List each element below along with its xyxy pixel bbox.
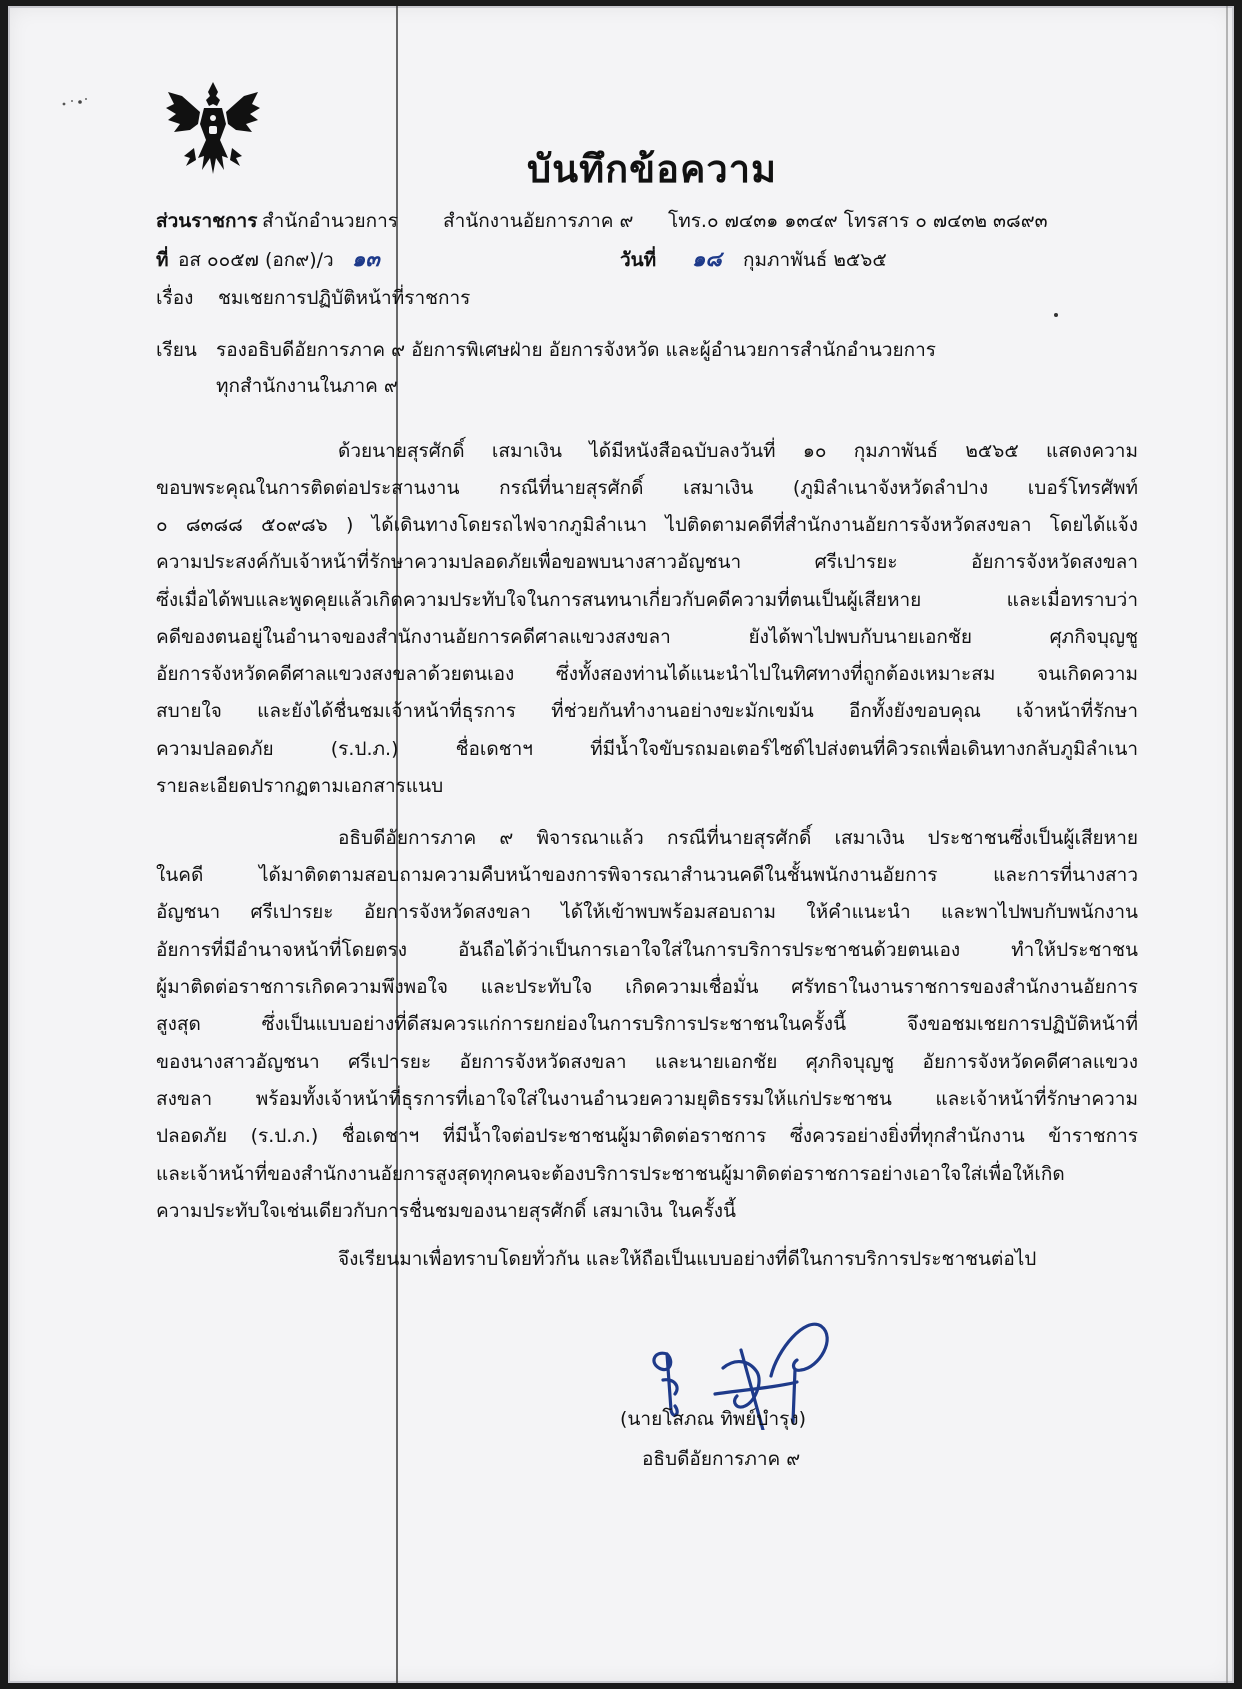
garuda-emblem-icon bbox=[160, 78, 266, 182]
contact-value: โทร.๐ ๗๔๓๑ ๑๓๔๙ โทรสาร ๐ ๗๔๓๒ ๓๘๙๓ bbox=[668, 210, 1048, 232]
paragraph-2-line: ความประทับใจเช่นเดียวกับการชื่นชมของนายสุรศักดิ์ เสมาเงิน ในครั้งนี้ bbox=[156, 1200, 737, 1222]
scan-dot bbox=[1054, 313, 1058, 317]
signatory-title: อธิบดีอัยการภาค ๙ bbox=[642, 1448, 801, 1470]
paragraph-2-line: อัญชนา ศรีเปารยะ อัยการจังหวัดสงขลา ได้ให้เข้าพบพร้อมสอบถาม ให้คำแนะนำ และพาไปพบกับพนักงาน bbox=[156, 901, 1138, 923]
addressee-label: เรียน bbox=[156, 339, 197, 361]
reference-label: ที่ bbox=[156, 249, 169, 271]
reference-handwritten: ๑๓ bbox=[352, 246, 380, 271]
department-value: สำนักอำนวยการ bbox=[262, 210, 399, 232]
closing-line: จึงเรียนมาเพื่อทราบโดยทั่วกัน และให้ถือเป็นแบบอย่างที่ดีในการบริการประชาชนต่อไป bbox=[338, 1248, 1037, 1270]
paragraph-2-line: ผู้มาติดต่อราชการเกิดความพึงพอใจ และประทับใจ เกิดความเชื่อมั่น ศรัทธาในงานราชการของสำนักงานอัยการ bbox=[156, 976, 1138, 998]
department-label: ส่วนราชการ bbox=[156, 210, 258, 232]
signatory-name: (นายโสภณ ทิพย์บำรุง) bbox=[620, 1408, 807, 1430]
paragraph-1-line: ด้วยนายสุรศักดิ์ เสมาเงิน ได้มีหนังสือฉบับลงวันที่ ๑๐ กุมภาพันธ์ ๒๕๖๕ แสดงความ bbox=[338, 440, 1138, 462]
paragraph-2-line: สูงสุด ซึ่งเป็นแบบอย่างที่ดีสมควรแก่การยกย่องในการบริการประชาชนในครั้งนี้ จึงขอชมเชยการปฏิบัติหน้าที่ bbox=[156, 1013, 1138, 1035]
paragraph-1-line: สบายใจ และยังได้ชื่นชมเจ้าหน้าที่ธุรการ ที่ช่วยกันทำงานอย่างขะมักเขม้น อีกทั้งยังขอบคุณ เจ้าหน้าที่รักษา bbox=[156, 700, 1138, 722]
paragraph-2-line: ปลอดภัย (ร.ป.ภ.) ชื่อเดชาฯ ที่มีน้ำใจต่อประชาชนผู้มาติดต่อราชการ ซึ่งควรอย่างยิ่งที่ทุกสำนักงาน ข้าราชการ bbox=[156, 1125, 1138, 1147]
paragraph-1-line: ๐ ๘๓๘๘ ๕๐๙๘๖ ) ได้เดินทางโดยรถไฟจากภูมิลำเนา ไปติดตามคดีที่สำนักงานอัยการจังหวัดสงขลา โดยได้แจ้ง bbox=[156, 514, 1138, 536]
paragraph-2-line: สงขลา พร้อมทั้งเจ้าหน้าที่ธุรการที่เอาใจใส่ในงานอำนวยความยุติธรรมให้แก่ประชาชน และเจ้าหน้าที่รักษาความ bbox=[156, 1088, 1138, 1110]
paragraph-1-line: คดีของตนอยู่ในอำนาจของสำนักงานอัยการคดีศาลแขวงสงขลา ยังได้พาไปพบกับนายเอกชัย ศุภกิจบุญชู bbox=[156, 626, 1138, 648]
addressee-line-2: ทุกสำนักงานในภาค ๙ bbox=[216, 375, 398, 397]
paragraph-2-line: ของนางสาวอัญชนา ศรีเปารยะ อัยการจังหวัดสงขลา และนายเอกชัย ศุภกิจบุญชู อัยการจังหวัดคดีศาลแขวง bbox=[156, 1051, 1138, 1073]
paragraph-1-line: ความประสงค์กับเจ้าหน้าที่รักษาความปลอดภัยเพื่อขอพบนางสาวอัญชนา ศรีเปารยะ อัยการจังหวัดสงขลา bbox=[156, 551, 1138, 573]
scan-edge-line bbox=[1226, 6, 1228, 1683]
date-day-handwritten: ๑๘ bbox=[692, 246, 722, 271]
date-value: กุมภาพันธ์ ๒๕๖๕ bbox=[743, 249, 887, 271]
subject-value: ชมเชยการปฏิบัติหน้าที่ราชการ bbox=[218, 287, 471, 309]
paragraph-1-line: ซึ่งเมื่อได้พบและพูดคุยแล้วเกิดความประทับใจในการสนทนาเกี่ยวกับคดีความที่ตนเป็นผู้เสียหาย และเมื่อทราบว่า bbox=[156, 589, 1138, 611]
paragraph-1-line: ความปลอดภัย (ร.ป.ภ.) ชื่อเดชาฯ ที่มีน้ำใจขับรถมอเตอร์ไซด์ไปส่งตนที่คิวรถเพื่อเดินทางกลับภูมิลำเนา bbox=[156, 738, 1138, 760]
paragraph-2-line: ในคดี ได้มาติดตามสอบถามความคืบหน้าของการพิจารณาสำนวนคดีในชั้นพนักงานอัยการ และการที่นางสาว bbox=[156, 864, 1138, 886]
paragraph-1-line: ขอบพระคุณในการติดต่อประสานงาน กรณีที่นายสุรศักดิ์ เสมาเงิน (ภูมิลำเนาจังหวัดลำปาง เบอร์โทรศัพท์ bbox=[156, 477, 1138, 499]
paragraph-1-line: อัยการจังหวัดคดีศาลแขวงสงขลาด้วยตนเอง ซึ่งทั้งสองท่านได้แนะนำไปในทิศทางที่ถูกต้องเหมาะสม จนเกิดความ bbox=[156, 663, 1138, 685]
reference-value: อส ๐๐๕๗ (อก๙)/ว bbox=[178, 249, 334, 271]
office-value: สำนักงานอัยการภาค ๙ bbox=[443, 210, 634, 232]
subject-label: เรื่อง bbox=[156, 287, 194, 309]
addressee-line-1: รองอธิบดีอัยการภาค ๙ อัยการพิเศษฝ่าย อัยการจังหวัด และผู้อำนวยการสำนักอำนวยการ bbox=[216, 339, 937, 361]
paragraph-2-line: อธิบดีอัยการภาค ๙ พิจารณาแล้ว กรณีที่นายสุรศักดิ์ เสมาเงิน ประชาชนซึ่งเป็นผู้เสียหาย bbox=[338, 827, 1138, 849]
paragraph-1-line: รายละเอียดปรากฏตามเอกสารแนบ bbox=[156, 775, 444, 797]
document-title: บันทึกข้อความ bbox=[527, 147, 778, 191]
scan-speck bbox=[60, 96, 90, 110]
date-label: วันที่ bbox=[620, 249, 657, 271]
paragraph-2-line: และเจ้าหน้าที่ของสำนักงานอัยการสูงสุดทุกคนจะต้องบริการประชาชนผู้มาติดต่อราชการอย่างเอาใจใส่เพื่อให้เกิด bbox=[156, 1163, 1065, 1185]
paragraph-2-line: อัยการที่มีอำนาจหน้าที่โดยตรง อันถือได้ว่าเป็นการเอาใจใส่ในการบริการประชาชนด้วยตนเอง ทำให้ประชาชน bbox=[156, 939, 1138, 961]
